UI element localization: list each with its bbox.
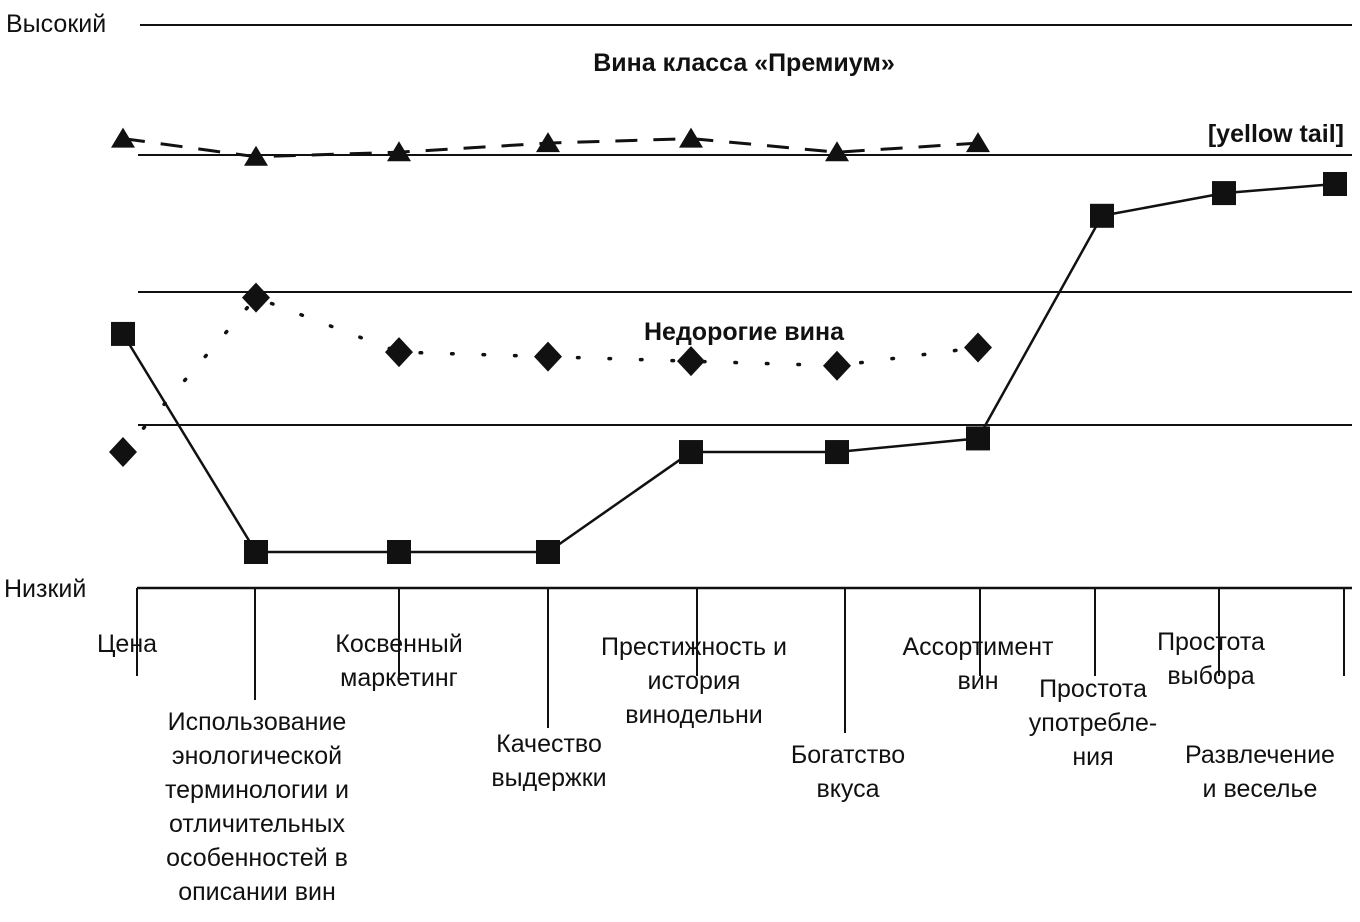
x-tick-label-line: вкуса: [816, 775, 880, 803]
series-line-2: [123, 184, 1335, 552]
x-tick-label-line: Простота: [1039, 675, 1147, 703]
data-point-series-2-2: [387, 540, 411, 564]
x-tick-label-terminology: [165, 708, 349, 906]
x-tick-label-line: Использование: [167, 708, 347, 736]
data-point-series-0-4: [679, 128, 703, 148]
data-point-series-2-3: [536, 540, 560, 564]
series-label-premium: Вина класса «Премиум»: [593, 49, 895, 77]
x-tick-label-line: Качество: [496, 730, 602, 758]
data-point-series-1-4: [677, 346, 705, 376]
data-point-series-1-5: [823, 351, 851, 381]
x-tick-label-ease_use: [1029, 675, 1157, 771]
x-axis-tick-labels: [97, 628, 1335, 906]
x-tick-label-prestige: [601, 633, 787, 729]
data-point-series-2-0: [111, 322, 135, 346]
y-axis-low-label: Низкий: [4, 575, 87, 603]
data-point-series-2-1: [244, 540, 268, 564]
data-point-series-2-4: [679, 440, 703, 464]
x-tick-label-line: Простота: [1157, 628, 1265, 656]
x-tick-label-line: ния: [1072, 743, 1114, 771]
x-tick-label-line: винодельни: [625, 701, 763, 729]
data-point-series-0-0: [111, 128, 135, 148]
data-point-series-1-6: [964, 333, 992, 363]
x-tick-label-price: [97, 630, 157, 658]
x-tick-label-ease_select: [1157, 628, 1265, 690]
x-tick-label-line: терминологии и: [164, 776, 350, 804]
data-point-series-2-5: [825, 440, 849, 464]
data-point-series-1-0: [109, 437, 137, 467]
data-point-series-1-3: [534, 342, 562, 372]
x-tick-label-line: история: [647, 667, 741, 695]
x-tick-label-line: особенностей в: [166, 844, 348, 872]
data-point-series-2-8: [1212, 181, 1236, 205]
x-tick-label-line: Богатство: [790, 741, 906, 769]
series-label-budget: Недорогие вина: [643, 318, 845, 346]
data-point-series-2-7: [1090, 204, 1114, 228]
x-tick-label-line: выбора: [1167, 662, 1255, 690]
x-tick-label-aging: [491, 730, 606, 792]
x-tick-label-fun: [1185, 741, 1335, 803]
data-point-series-1-2: [385, 337, 413, 367]
x-tick-label-taste: [791, 741, 905, 803]
x-tick-label-line: Ассортимент: [902, 633, 1054, 661]
x-tick-label-line: энологической: [171, 742, 343, 770]
x-tick-label-line: и веселье: [1202, 775, 1318, 803]
series-line-1: [123, 298, 978, 452]
data-point-series-0-6: [966, 132, 990, 152]
x-tick-label-range: [903, 633, 1055, 695]
y-axis-high-label: Высокий: [6, 10, 107, 38]
data-point-series-2-9: [1323, 172, 1347, 196]
series-label-yellow-tail: [yellow tail]: [1207, 120, 1344, 148]
x-tick-label-line: Престижность и: [600, 633, 788, 661]
x-tick-label-line: маркетинг: [340, 664, 458, 692]
x-tick-label-line: Косвенный: [335, 630, 463, 658]
x-tick-label-line: Цена: [96, 630, 158, 658]
x-tick-label-line: Развлечение: [1185, 741, 1335, 769]
x-tick-label-line: вин: [957, 667, 999, 695]
data-point-series-2-6: [966, 426, 990, 450]
x-tick-label-line: употребле-: [1028, 709, 1158, 737]
x-tick-label-line: выдержки: [491, 764, 607, 792]
x-tick-label-line: отличительных: [169, 810, 345, 838]
x-tick-label-line: описании вин: [178, 878, 336, 906]
